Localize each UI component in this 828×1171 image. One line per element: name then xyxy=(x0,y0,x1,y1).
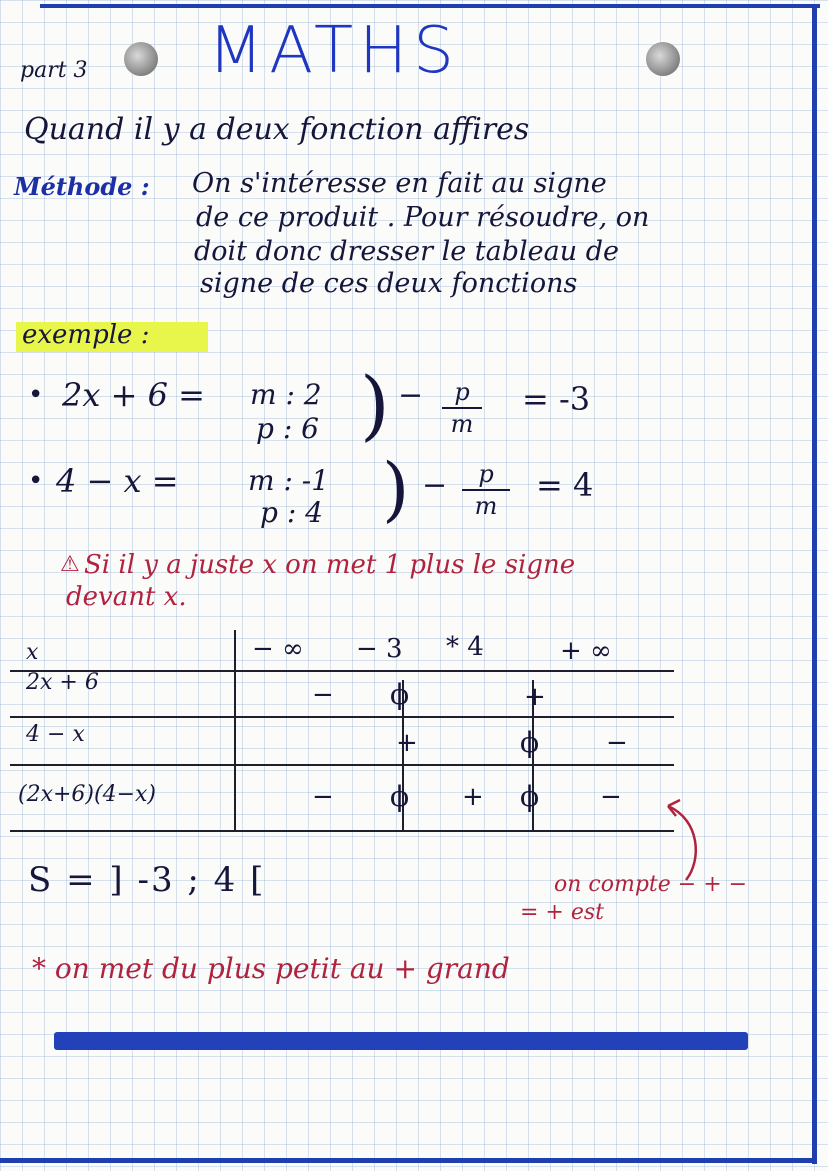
row3-sign-1: − xyxy=(312,782,334,812)
f1-minus: − xyxy=(398,378,424,413)
f1-expression: 2x + 6 = xyxy=(62,376,205,414)
table-hline-1 xyxy=(10,670,674,672)
header-minus-infinity: − ∞ xyxy=(252,634,304,664)
f2-fraction-denominator: m xyxy=(474,492,498,520)
warning-line-1: Si il y a juste x on met 1 plus le signe xyxy=(84,550,576,580)
f1-fraction-numerator: p xyxy=(454,378,470,406)
bullet-1: • xyxy=(28,380,44,410)
page-title: MATHS xyxy=(208,14,460,88)
row1-label: 2x + 6 xyxy=(26,670,99,695)
table-hline-3 xyxy=(10,764,674,766)
bottom-border xyxy=(0,1158,817,1163)
f2-fraction-bar xyxy=(462,489,510,491)
solution-note-line-1: on compte − + − xyxy=(554,872,748,897)
f2-fraction xyxy=(462,460,510,520)
part-label: part 3 xyxy=(20,58,88,83)
row1-sign-3: + xyxy=(524,682,546,712)
f2-intercept: p : 4 xyxy=(260,496,323,529)
methode-label: Méthode : xyxy=(14,172,150,201)
f1-result: = -3 xyxy=(522,380,591,418)
row3-sign-2: ϕ xyxy=(390,780,410,813)
f1-fraction xyxy=(442,378,482,438)
intro-heading: Quand il y a deux fonction affires xyxy=(24,112,530,147)
table-hline-4 xyxy=(10,830,674,832)
row3-sign-3: + xyxy=(462,782,484,812)
f2-bracket: ) xyxy=(382,448,410,530)
row3-sign-4: ϕ xyxy=(520,780,540,813)
methode-line-1: On s'intéresse en fait au signe xyxy=(192,168,607,199)
methode-line-3: doit donc dresser le tableau de xyxy=(194,236,619,267)
row2-label: 4 − x xyxy=(26,722,85,747)
methode-line-2: de ce produit . Pour résoudre, on xyxy=(196,202,650,233)
top-border xyxy=(40,4,820,8)
f1-intercept: p : 6 xyxy=(256,412,319,445)
header-4: * 4 xyxy=(446,632,484,662)
warning-icon: ⚠ xyxy=(60,552,80,577)
row3-label: (2x+6)(4−x) xyxy=(18,782,157,807)
row2-sign-2: ϕ xyxy=(520,726,540,759)
divider-bar xyxy=(54,1032,748,1050)
row1-sign-2: ϕ xyxy=(390,678,410,711)
exemple-label: exemple : xyxy=(22,320,150,350)
binder-hole-left xyxy=(124,42,158,76)
row3-sign-5: − xyxy=(600,782,622,812)
header-minus3: − 3 xyxy=(356,634,403,664)
methode-line-4: signe de ces deux fonctions xyxy=(200,268,578,299)
f2-result: = 4 xyxy=(536,466,594,504)
f2-fraction-numerator: p xyxy=(478,460,494,488)
warning-line-2: devant x. xyxy=(66,582,187,612)
solution-note-line-2: = + est xyxy=(520,900,605,925)
row2-sign-3: − xyxy=(606,728,628,758)
f1-slope: m : 2 xyxy=(250,378,322,411)
f1-fraction-denominator: m xyxy=(450,410,474,438)
binder-hole-right xyxy=(646,42,680,76)
table-vertical-divider xyxy=(234,630,236,832)
f2-minus: − xyxy=(422,468,448,503)
solution-set: S = ] -3 ; 4 [ xyxy=(28,860,266,900)
f2-slope: m : -1 xyxy=(248,464,330,497)
f1-bracket: ) xyxy=(360,360,390,449)
f1-fraction-bar xyxy=(442,407,482,409)
header-var: x xyxy=(26,640,39,665)
header-plus-infinity: + ∞ xyxy=(560,636,612,666)
table-hline-2 xyxy=(10,716,674,718)
right-border xyxy=(812,4,817,1164)
f2-expression: 4 − x = xyxy=(56,462,179,500)
footnote: * on met du plus petit au + grand xyxy=(32,952,510,985)
bullet-2: • xyxy=(28,466,44,496)
row2-sign-1: + xyxy=(396,728,418,758)
row1-sign-1: − xyxy=(312,680,334,710)
